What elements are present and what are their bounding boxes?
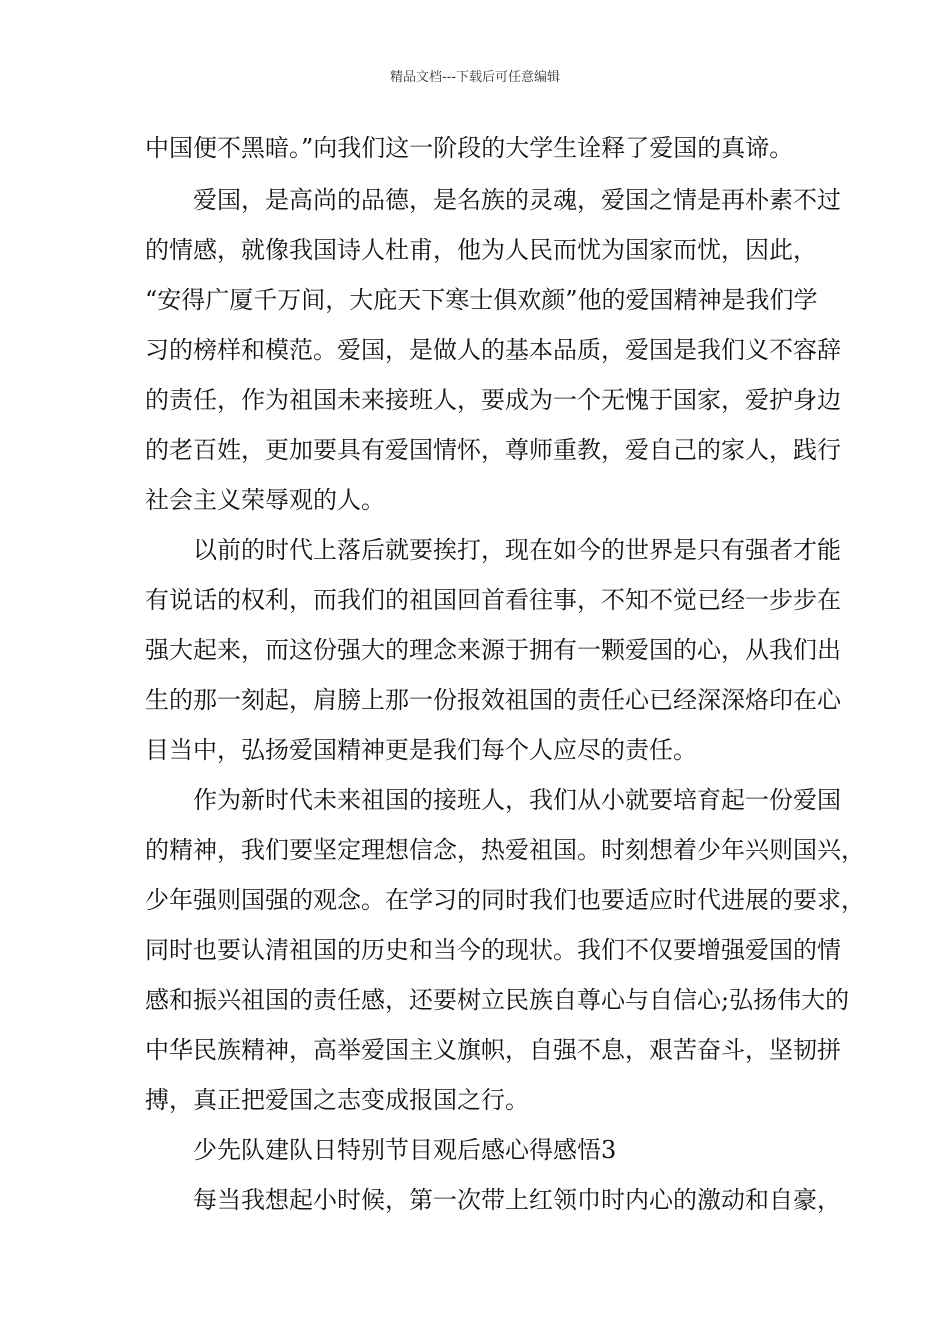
text-line: 中华民族精神，高举爱国主义旗帜，自强不息，艰苦奋斗，坚韧拼	[145, 1036, 841, 1064]
text-line: 的责任，作为祖国未来接班人，要成为一个无愧于国家，爱护身边	[145, 386, 841, 414]
page-header: 精品文档---下载后可任意编辑	[389, 70, 561, 85]
text-line: 爱国，是高尚的品德，是名族的灵魂，爱国之情是再朴素不过	[193, 186, 841, 214]
text-line: 搏，真正把爱国之志变成报国之行。	[145, 1086, 529, 1114]
text-line: 同时也要认清祖国的历史和当今的现状。我们不仅要增强爱国的情	[145, 936, 841, 964]
text-line: 的老百姓，更加要具有爱国情怀，尊师重教，爱自己的家人，践行	[145, 436, 841, 464]
text-line: 中国便不黑暗。”向我们这一阶段的大学生诠释了爱国的真谛。	[145, 134, 794, 162]
text-line: 社会主义荣辱观的人。	[145, 486, 385, 514]
text-line: 每当我想起小时候，第一次带上红领巾时内心的激动和自豪，	[193, 1186, 841, 1214]
text-line: 的精神，我们要坚定理想信念，热爱祖国。时刻想着少年兴则国兴，	[145, 836, 865, 864]
section-heading: 少先队建队日特别节目观后感心得感悟3	[193, 1136, 617, 1164]
text-line: 以前的时代上落后就要挨打，现在如今的世界是只有强者才能	[193, 536, 841, 564]
text-line: “安得广厦千万间，大庇天下寒士俱欢颜”他的爱国精神是我们学	[145, 286, 818, 314]
text-line: 少年强则国强的观念。在学习的同时我们也要适应时代进展的要求，	[145, 886, 865, 914]
text-line: 生的那一刻起，肩膀上那一份报效祖国的责任心已经深深烙印在心	[145, 686, 841, 714]
text-line: 目当中，弘扬爱国精神更是我们每个人应尽的责任。	[145, 736, 697, 764]
text-line: 感和振兴祖国的责任感，还要树立民族自尊心与自信心;弘扬伟大的	[145, 986, 850, 1014]
text-line: 习的榜样和模范。爱国，是做人的基本品质，爱国是我们义不容辞	[145, 336, 841, 364]
text-line: 的情感，就像我国诗人杜甫，他为人民而忧为国家而忧，因此，	[145, 236, 817, 264]
text-line: 有说话的权利，而我们的祖国回首看往事，不知不觉已经一步步在	[145, 586, 841, 614]
text-line: 强大起来，而这份强大的理念来源于拥有一颗爱国的心，从我们出	[145, 636, 841, 664]
text-line: 作为新时代未来祖国的接班人，我们从小就要培育起一份爱国	[193, 786, 841, 814]
